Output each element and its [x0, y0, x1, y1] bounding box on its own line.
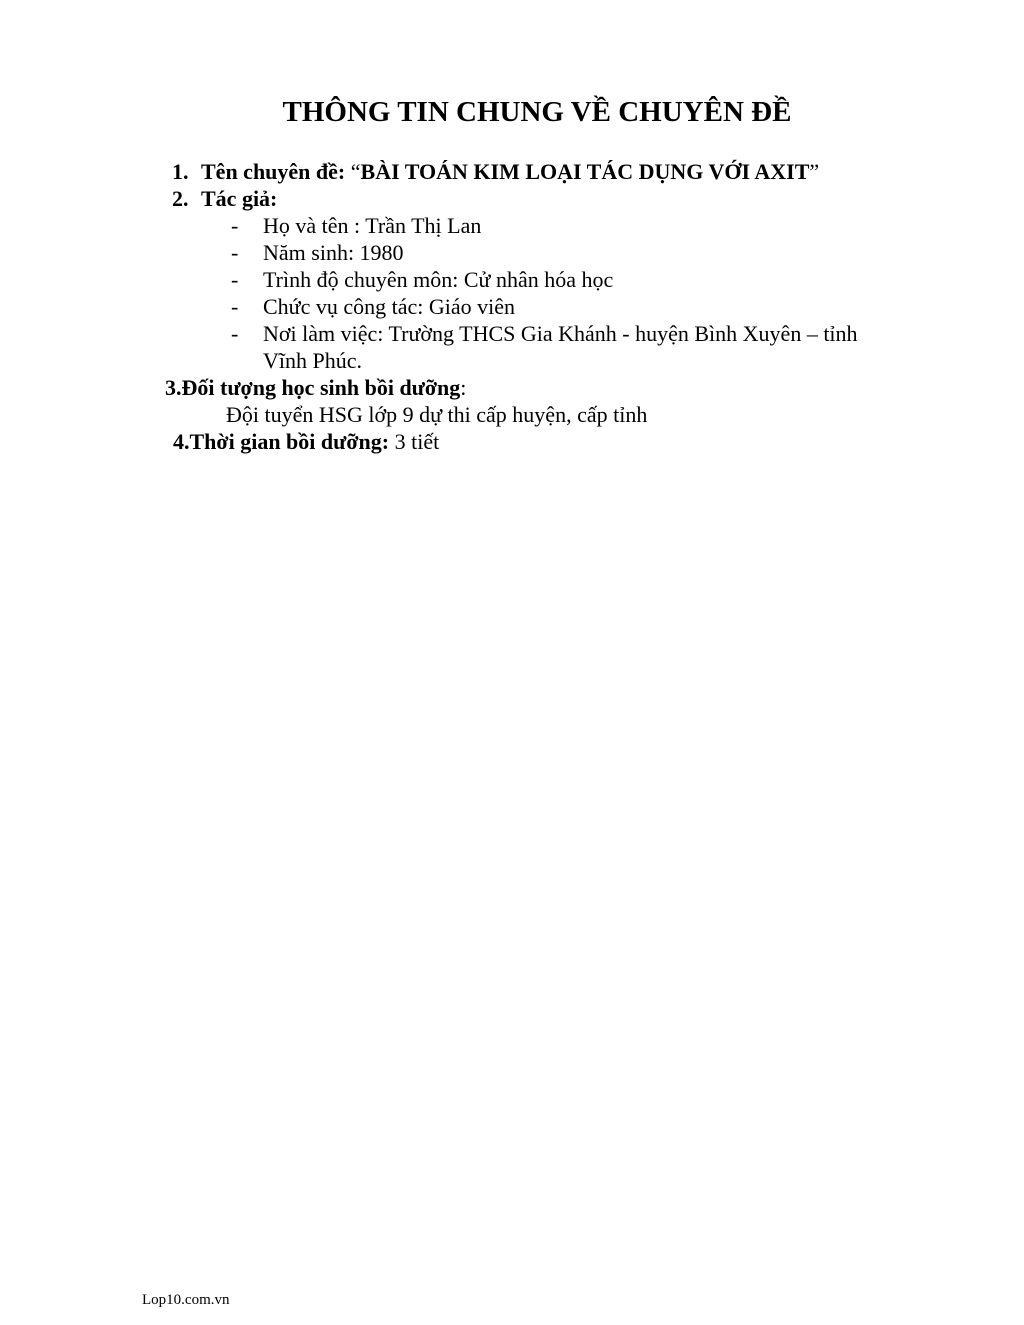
duration-value: 3 tiết — [394, 429, 440, 454]
author-detail — [231, 293, 515, 320]
list-bullet: - — [231, 321, 239, 346]
author-qualification: Trình độ chuyên môn: Cử nhân hóa học — [263, 267, 614, 292]
author-workplace-continuation: Vĩnh Phúc. — [263, 348, 362, 373]
author-detail — [231, 320, 858, 347]
author-detail — [231, 212, 481, 239]
close-quote: ” — [809, 159, 820, 184]
item-duration-label: 4.Thời gian bồi dưỡng: — [173, 429, 390, 454]
author-detail — [231, 266, 613, 293]
item-topic-number: 1. — [172, 159, 189, 184]
author-detail — [231, 239, 404, 266]
author-workplace: Nơi làm việc: Trường THCS Gia Khánh - huyện Bình Xuyên – tỉnh — [263, 321, 858, 346]
topic-value: BÀI TOÁN KIM LOẠI TÁC DỤNG VỚI AXIT — [360, 159, 810, 184]
item-topic-label: Tên chuyên đề: — [201, 159, 346, 184]
list-bullet: - — [231, 240, 239, 265]
list-bullet: - — [231, 213, 239, 238]
item-author — [172, 185, 277, 212]
item-target-label: 3.Đối tượng học sinh bồi dưỡng — [165, 375, 461, 400]
item-duration — [173, 428, 439, 455]
item-target-students — [165, 374, 466, 401]
page-title: THÔNG TIN CHUNG VỀ CHUYÊN ĐỀ — [282, 96, 792, 128]
item-target-colon: : — [460, 375, 467, 400]
list-bullet: - — [231, 294, 239, 319]
list-bullet: - — [231, 267, 239, 292]
item-author-number: 2. — [172, 186, 189, 211]
author-birth-year: Năm sinh: 1980 — [263, 240, 404, 265]
open-quote: “ — [350, 159, 361, 184]
item-topic — [172, 158, 819, 185]
item-author-label: Tác giả: — [201, 186, 278, 211]
author-name: Họ và tên : Trần Thị Lan — [263, 213, 482, 238]
author-position: Chức vụ công tác: Giáo viên — [263, 294, 516, 319]
footer-source: Lop10.com.vn — [142, 1292, 230, 1308]
target-students-value: Đội tuyển HSG lớp 9 dự thi cấp huyện, cấp tỉnh — [226, 402, 648, 427]
